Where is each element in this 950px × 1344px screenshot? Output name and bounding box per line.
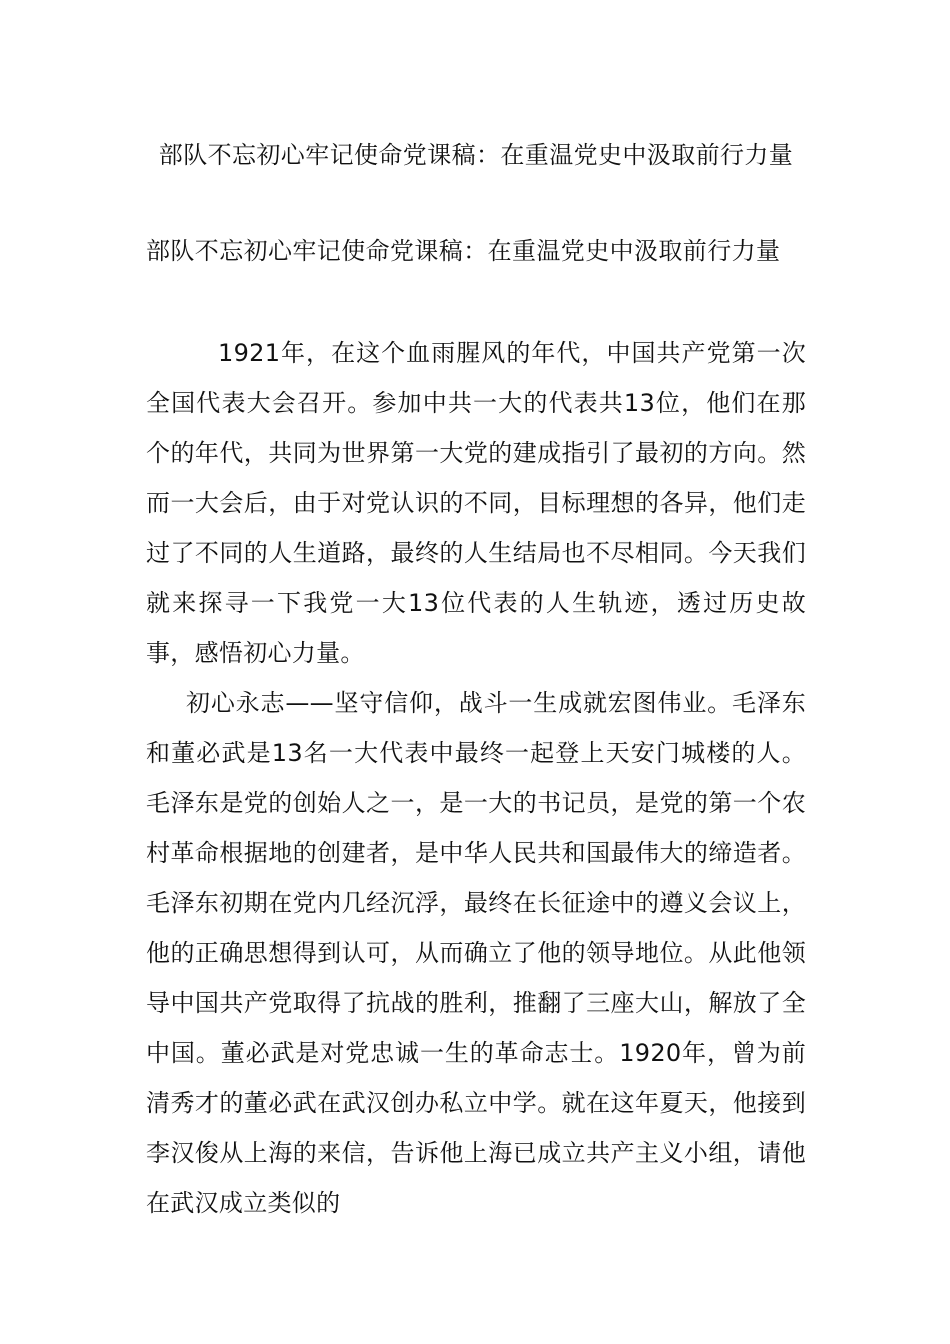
body-paragraph-1: 1921年，在这个血雨腥风的年代，中国共产党第一次全国代表大会召开。参加中共一大的代表共13位，他们在那个的年代，共同为世界第一大党的建成指引了最初的方向。然而一大会后，由于对党认识的不同，目标理想的各异，他们走过了不同的人生道路，最终的人生结局也不尽相同。今天我们就来探寻一下我党一大13位代表的人生轨迹，透过历史故事，感悟初心力量。 bbox=[146, 339, 806, 667]
document-subtitle: 部队不忘初心牢记使命党课稿：在重温党史中汲取前行力量 bbox=[146, 237, 781, 265]
document-title: 部队不忘初心牢记使命党课稿：在重温党史中汲取前行力量 bbox=[158, 141, 794, 169]
body-paragraph-2: 初心永志——坚守信仰，战斗一生成就宏图伟业。毛泽东和董必武是13名一大代表中最终一起登上天安门城楼的人。毛泽东是党的创始人之一，是一大的书记员，是党的第一个农村革命根据地的创建者，是中华人民共和国最伟大的缔造者。毛泽东初期在党内几经沉浮，最终在长征途中的遵义会议上，他的正确思想得到认可，从而确立了他的领导地位。从此他领导中国共产党取得了抗战的胜利，推翻了三座大山，解放了全中国。董必武是对党忠诚一生的革命志士。1920年，曾为前清秀才的董必武在武汉创办私立中学。就在这年夏天，他接到李汉俊从上海的来信，告诉他上海已成立共产主义小组，请他在武汉成立类似的 bbox=[146, 689, 806, 1217]
document-body bbox=[146, 328, 806, 1228]
